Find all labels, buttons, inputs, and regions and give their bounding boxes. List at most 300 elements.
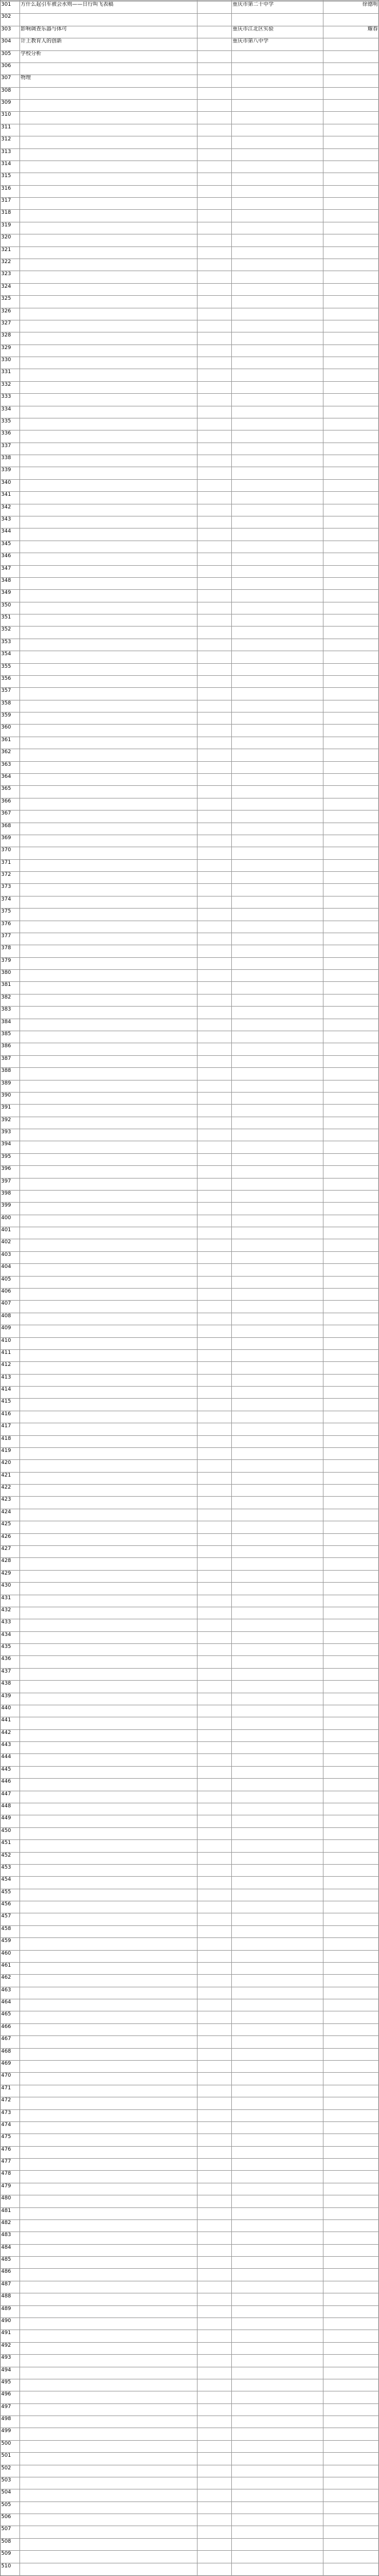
- author-name: [198, 1129, 231, 1136]
- project-title: [21, 1583, 197, 1589]
- author-name: [198, 614, 231, 621]
- table-row: [0, 871, 379, 883]
- author-name: [198, 1717, 231, 1724]
- project-title: [21, 516, 197, 523]
- table-row: [0, 1693, 379, 1705]
- row-number: 446: [1, 1779, 11, 1785]
- teacher-name: [324, 2257, 378, 2263]
- author-name: [198, 1277, 231, 1283]
- author-name: [198, 443, 231, 449]
- row-number: 466: [1, 2023, 11, 2030]
- project-title: [21, 1043, 197, 1050]
- project-title: [21, 1080, 197, 1087]
- school-name: [232, 308, 323, 315]
- school-name: [232, 14, 323, 20]
- teacher-name: [324, 136, 378, 143]
- project-title: [21, 737, 197, 743]
- author-name: [198, 1779, 231, 1785]
- school-name: [232, 2502, 323, 2508]
- row-number: 416: [1, 1411, 11, 1417]
- author-name: [198, 1632, 231, 1638]
- teacher-name: [324, 1338, 378, 1344]
- project-title: [21, 664, 197, 670]
- row-number: 324: [1, 283, 11, 289]
- project-title: [21, 2024, 197, 2030]
- row-number: 469: [1, 2061, 11, 2066]
- project-title: [21, 1105, 197, 1111]
- school-name: [232, 234, 323, 241]
- row-number: 320: [1, 234, 11, 241]
- row-number: 432: [1, 1607, 11, 1613]
- project-title: [21, 528, 197, 535]
- author-name: [198, 1141, 231, 1148]
- author-name: [198, 933, 231, 939]
- author-name: [198, 872, 231, 878]
- row-number: 427: [1, 1546, 11, 1552]
- table-row: [0, 614, 379, 626]
- row-number: 337: [1, 443, 11, 449]
- school-name: [232, 2539, 323, 2545]
- project-title: [21, 1460, 197, 1466]
- table-row: [0, 2146, 379, 2158]
- author-name: [198, 2073, 231, 2079]
- teacher-name: [324, 1705, 378, 1712]
- teacher-name: [324, 1877, 378, 1883]
- school-name: [232, 896, 323, 903]
- project-title: [21, 63, 197, 69]
- table-row: [0, 1876, 379, 1888]
- table-row: [0, 2085, 379, 2097]
- table-row: [0, 1092, 379, 1104]
- author-name: [198, 1987, 231, 1994]
- row-number: 302: [1, 14, 11, 20]
- project-title: [21, 1301, 197, 1307]
- author-name: [198, 664, 231, 670]
- teacher-name: [324, 1509, 378, 1516]
- school-name: [232, 1828, 323, 1834]
- school-name: [232, 1840, 323, 1846]
- author-name: [198, 774, 231, 780]
- teacher-name: [324, 2049, 378, 2055]
- author-name: [198, 1901, 231, 1908]
- author-name: [198, 1828, 231, 1834]
- project-title: [21, 2391, 197, 2398]
- project-title: [21, 2085, 197, 2092]
- author-name: [198, 100, 231, 106]
- author-name: [198, 553, 231, 559]
- school-name: [232, 1289, 323, 1295]
- author-name: [198, 737, 231, 743]
- school-name: [232, 418, 323, 425]
- school-name: [232, 1681, 323, 1687]
- row-number: 311: [1, 124, 11, 130]
- table-row: [0, 1839, 379, 1851]
- teacher-name: [324, 627, 378, 633]
- teacher-name: [324, 430, 378, 437]
- teacher-name: [324, 1289, 378, 1295]
- project-title: [21, 1338, 197, 1344]
- table-row: [0, 99, 379, 111]
- teacher-name: [324, 492, 378, 498]
- row-number: 494: [1, 2367, 11, 2373]
- project-title: [21, 651, 197, 657]
- table-row: [0, 209, 379, 221]
- table-row: [0, 2367, 379, 2379]
- teacher-name: [324, 1203, 378, 1209]
- row-number: 355: [1, 663, 11, 670]
- teacher-name: [324, 1166, 378, 1172]
- project-title: [21, 186, 197, 192]
- row-number: 360: [1, 725, 11, 731]
- teacher-name: [324, 1558, 378, 1564]
- row-number: 467: [1, 2036, 11, 2042]
- table-row: [0, 2379, 379, 2391]
- teacher-name: [324, 394, 378, 400]
- school-name: [232, 1656, 323, 1662]
- author-name: [198, 1619, 231, 1626]
- row-number: 397: [1, 1178, 11, 1184]
- row-number: 461: [1, 1962, 11, 1968]
- teacher-name: [324, 1938, 378, 1944]
- row-number: 362: [1, 749, 11, 755]
- author-name: [198, 688, 231, 694]
- teacher-name: [324, 982, 378, 988]
- table-row: [0, 1521, 379, 1533]
- school-name: [232, 1460, 323, 1466]
- author-name: [198, 234, 231, 241]
- teacher-name: [324, 1080, 378, 1087]
- row-number: 425: [1, 1521, 11, 1528]
- project-title: [21, 2477, 197, 2484]
- row-number: 474: [1, 2121, 11, 2128]
- school-name: [232, 1448, 323, 1454]
- table-row: [0, 1190, 379, 1202]
- project-title: [21, 2551, 197, 2557]
- school-name: [232, 1473, 323, 1479]
- table-row: [0, 687, 379, 699]
- project-title: [21, 2232, 197, 2238]
- school-name: [232, 774, 323, 780]
- teacher-name: [324, 2171, 378, 2177]
- author-name: [198, 480, 231, 486]
- school-name: [232, 1423, 323, 1430]
- teacher-name: [324, 2097, 378, 2104]
- row-number: 349: [1, 590, 11, 596]
- author-name: [198, 271, 231, 277]
- row-number: 374: [1, 896, 11, 902]
- teacher-name: [324, 1031, 378, 1038]
- row-number: 495: [1, 2379, 11, 2385]
- teacher-name: [324, 247, 378, 253]
- teacher-name: [324, 712, 378, 719]
- row-number: 454: [1, 1877, 11, 1883]
- row-number: 442: [1, 1729, 11, 1736]
- project-title: [21, 1423, 197, 1430]
- teacher-name: [324, 345, 378, 351]
- project-title: [21, 700, 197, 707]
- table-row: [0, 921, 379, 933]
- table-row: [0, 1607, 379, 1619]
- row-number: 477: [1, 2159, 11, 2165]
- project-title: [21, 1191, 197, 1197]
- row-number: 448: [1, 1803, 11, 1809]
- table-row: [0, 2563, 379, 2575]
- author-name: [198, 1252, 231, 1258]
- project-title: [21, 1166, 197, 1172]
- table-row: [0, 565, 379, 577]
- project-title: [21, 2539, 197, 2545]
- author-name: [198, 369, 231, 375]
- table-row: [0, 1815, 379, 1827]
- school-name: [232, 970, 323, 976]
- school-name: [232, 860, 323, 866]
- teacher-name: [324, 1975, 378, 1981]
- table-row: [0, 320, 379, 332]
- teacher-name: [324, 1656, 378, 1662]
- school-name: [232, 1227, 323, 1234]
- table-row: [0, 700, 379, 712]
- author-name: [198, 455, 231, 461]
- author-name: [198, 2539, 231, 2545]
- author-name: [198, 149, 231, 155]
- row-number: 371: [1, 859, 11, 866]
- row-number: 348: [1, 577, 11, 584]
- author-name: [198, 2551, 231, 2557]
- teacher-name: [324, 443, 378, 449]
- author-name: [198, 1338, 231, 1344]
- school-name: [232, 443, 323, 449]
- author-name: [198, 284, 231, 290]
- row-number: 308: [1, 87, 11, 93]
- row-number: 473: [1, 2109, 11, 2116]
- row-number: 388: [1, 1068, 11, 1074]
- project-title: [21, 749, 197, 755]
- project-title: [21, 2563, 197, 2570]
- project-title: [21, 1203, 197, 1209]
- teacher-name: [324, 210, 378, 216]
- table-row: [0, 994, 379, 1006]
- teacher-name: [324, 1460, 378, 1466]
- school-name: [232, 1117, 323, 1123]
- project-title: [21, 2343, 197, 2349]
- teacher-name: [324, 614, 378, 621]
- project-title: [21, 541, 197, 547]
- teacher-name: [324, 2011, 378, 2018]
- row-number: 394: [1, 1141, 11, 1148]
- teacher-name: [324, 590, 378, 596]
- table-row: [0, 246, 379, 259]
- author-name: [198, 1399, 231, 1405]
- table-row: [0, 1803, 379, 1815]
- school-name: [232, 2441, 323, 2447]
- project-title: [21, 1901, 197, 1908]
- author-name: [198, 811, 231, 817]
- school-name: [232, 1951, 323, 1957]
- school-name: [232, 676, 323, 682]
- row-number: 392: [1, 1117, 11, 1123]
- row-number: 421: [1, 1472, 11, 1478]
- author-name: [198, 430, 231, 437]
- school-name: [232, 2011, 323, 2018]
- teacher-name: [324, 2428, 378, 2434]
- table-row: [0, 2158, 379, 2170]
- project-title: [21, 2416, 197, 2422]
- project-title: [21, 443, 197, 449]
- row-number: 321: [1, 246, 11, 253]
- row-number: 376: [1, 921, 11, 927]
- row-number: 429: [1, 1570, 11, 1576]
- table-row: [0, 1619, 379, 1631]
- teacher-name: [324, 1362, 378, 1368]
- author-name: [198, 124, 231, 131]
- school-name: [232, 467, 323, 473]
- school-name: [232, 1742, 323, 1748]
- project-title: [21, 1313, 197, 1320]
- teacher-name: [324, 161, 378, 167]
- school-name: [232, 1277, 323, 1283]
- project-title: [21, 504, 197, 511]
- author-name: [198, 75, 231, 81]
- teacher-name: [324, 2391, 378, 2398]
- project-title: [21, 2489, 197, 2496]
- teacher-name: [324, 1521, 378, 1528]
- author-name: [198, 394, 231, 400]
- row-number: 335: [1, 418, 11, 424]
- teacher-name: [324, 51, 378, 57]
- row-number: 422: [1, 1485, 11, 1491]
- school-name: [232, 1730, 323, 1736]
- row-number: 472: [1, 2097, 11, 2104]
- author-name: [198, 2453, 231, 2459]
- teacher-name: [324, 786, 378, 792]
- row-number: 465: [1, 2011, 11, 2018]
- teacher-name: [324, 2281, 378, 2288]
- author-name: [198, 2404, 231, 2410]
- school-name: [232, 2453, 323, 2459]
- table-row: [0, 75, 379, 87]
- school-name: [232, 504, 323, 511]
- school-name: [232, 1791, 323, 1798]
- author-name: [198, 1975, 231, 1981]
- school-name: [232, 2208, 323, 2214]
- project-title: [21, 1754, 197, 1760]
- author-name: [198, 2208, 231, 2214]
- school-name: [232, 51, 323, 57]
- row-number: 396: [1, 1166, 11, 1172]
- table-row: [0, 62, 379, 75]
- table-row: [0, 1925, 379, 1937]
- project-title: [21, 1779, 197, 1785]
- project-title: [21, 1975, 197, 1981]
- table-row: [0, 1901, 379, 1913]
- project-title: [21, 884, 197, 890]
- teacher-name: [324, 2085, 378, 2092]
- table-row: [0, 1459, 379, 1471]
- teacher-name: [324, 1252, 378, 1258]
- row-number: 464: [1, 1999, 11, 2006]
- school-name: [232, 2367, 323, 2374]
- school-name: [232, 995, 323, 1001]
- project-title: [21, 1179, 197, 1185]
- school-name: [232, 2379, 323, 2386]
- teacher-name: [324, 725, 378, 731]
- author-name: [198, 847, 231, 854]
- school-name: [232, 2147, 323, 2153]
- author-name: [198, 1889, 231, 1896]
- table-row: [0, 1545, 379, 1557]
- table-row: [0, 259, 379, 271]
- teacher-name: [324, 2477, 378, 2484]
- row-number: 341: [1, 492, 11, 498]
- project-title: [21, 553, 197, 559]
- project-title: [21, 222, 197, 229]
- school-name: [232, 247, 323, 253]
- teacher-name: [324, 406, 378, 413]
- row-number: 418: [1, 1435, 11, 1442]
- school-name: [232, 884, 323, 890]
- row-number: 411: [1, 1349, 11, 1356]
- row-number: 332: [1, 381, 11, 387]
- project-title: [21, 2367, 197, 2374]
- row-number: 386: [1, 1043, 11, 1050]
- table-row: [0, 1705, 379, 1717]
- table-row: [0, 1582, 379, 1594]
- teacher-name: [324, 2379, 378, 2386]
- author-name: [198, 2220, 231, 2226]
- row-number: 434: [1, 1631, 11, 1638]
- author-name: [198, 1325, 231, 1332]
- table-row: [0, 357, 379, 369]
- project-title: [21, 1767, 197, 1773]
- row-number: 431: [1, 1595, 11, 1601]
- school-name: [232, 1375, 323, 1381]
- teacher-name: [324, 2306, 378, 2312]
- author-name: [198, 1239, 231, 1246]
- project-title: [21, 1289, 197, 1295]
- teacher-name: [324, 1951, 378, 1957]
- author-name: [198, 2563, 231, 2570]
- row-number: 491: [1, 2330, 11, 2336]
- project-title: [21, 786, 197, 792]
- author-name: [198, 2330, 231, 2336]
- teacher-name: [324, 1239, 378, 1246]
- project-title: [21, 100, 197, 106]
- table-row: [0, 1153, 379, 1165]
- row-number: 441: [1, 1717, 11, 1724]
- school-name: [232, 786, 323, 792]
- teacher-name: [324, 1717, 378, 1724]
- project-title: [21, 590, 197, 596]
- project-title: [21, 2097, 197, 2104]
- table-row: [0, 26, 379, 38]
- teacher-name: [324, 1754, 378, 1760]
- author-name: [198, 970, 231, 976]
- project-title: 方什么起引车被会水则——日行叫飞表稿: [21, 2, 114, 7]
- teacher-name: [324, 2232, 378, 2238]
- school-name: [232, 1436, 323, 1442]
- author-name: [198, 725, 231, 731]
- project-title: [21, 1521, 197, 1528]
- teacher-name: [324, 676, 378, 682]
- row-number: 339: [1, 467, 11, 473]
- school-name: [232, 1546, 323, 1552]
- row-number: 340: [1, 479, 11, 486]
- project-title: [21, 1938, 197, 1944]
- project-title: [21, 2379, 197, 2386]
- school-name: [232, 590, 323, 596]
- project-title: [21, 1129, 197, 1136]
- teacher-name: [324, 896, 378, 903]
